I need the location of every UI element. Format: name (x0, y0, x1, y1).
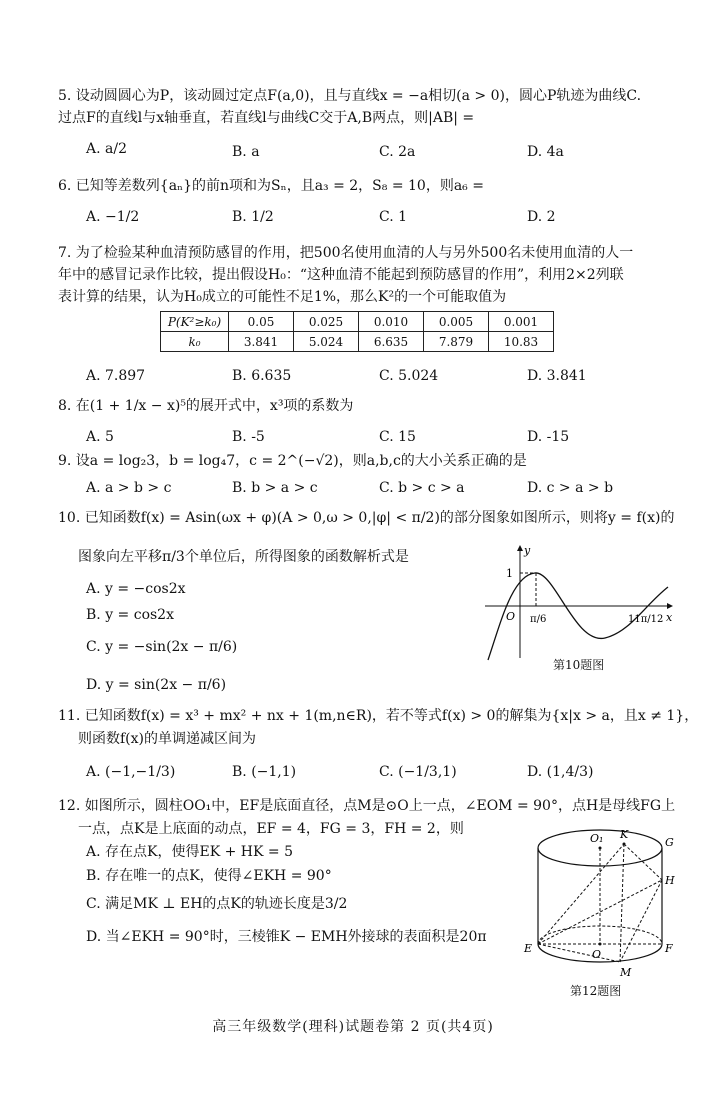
q8-option-b: B. -5 (232, 429, 265, 445)
segment-em (538, 944, 620, 962)
q7-option-a: A. 7.897 (86, 368, 146, 384)
q7-line3: 表计算的结果，认为H₀成立的可能性不足1%，那么K²的一个可能取值为 (58, 289, 507, 305)
max-value-label: 1 (506, 567, 513, 580)
label-o: O (592, 948, 602, 961)
q12-option-c: C. 满足MK ⊥ EH的点K的轨迹长度是3/2 (86, 896, 348, 912)
table-cell: P(K²≥k₀) (161, 312, 229, 332)
q8-option-d: D. -15 (527, 429, 570, 445)
q7-option-b: B. 6.635 (232, 368, 292, 384)
q10-function-graph (480, 540, 680, 660)
q5-option-d: D. 4a (527, 144, 564, 160)
table-row (161, 332, 554, 352)
segment-hm (620, 880, 662, 962)
table-cell: 10.83 (489, 332, 554, 352)
point-o (599, 943, 602, 946)
q5-line1: 5. 设动圆圆心为P，该动圆过定点F(a,0)，且与直线x = −a相切(a > 0)，圆心P轨迹为曲线C. (58, 88, 642, 104)
q6-option-a: A. −1/2 (86, 209, 140, 225)
q6-option-b: B. 1/2 (232, 209, 274, 225)
table-cell: 0.05 (229, 312, 294, 332)
q7-line1: 7. 为了检验某种血清预防感冒的作用，把500名使用血清的人与另外500名未使用血清的人一 (58, 245, 634, 261)
table-cell: 5.024 (294, 332, 359, 352)
q5-option-b: B. a (232, 144, 260, 160)
q7-option-c: C. 5.024 (379, 368, 439, 384)
q10-caption: 第10题图 (553, 658, 605, 672)
label-o1: O₁ (590, 832, 604, 845)
label-k: K (620, 828, 629, 841)
q11-line2: 则函数f(x)的单调递减区间为 (78, 731, 257, 747)
q12-line1: 12. 如图所示，圆柱OO₁中，EF是底面直径，点M是⊙O上一点，∠EOM = 90°，点H是母线FG上 (58, 798, 676, 814)
table-row (161, 312, 554, 332)
q11-option-b: B. (−1,1) (232, 764, 297, 780)
tick-pi-6: π/6 (530, 614, 547, 625)
y-axis-label: y (524, 544, 531, 557)
q5-option-a: A. a/2 (86, 141, 127, 157)
q10-option-b: B. y = cos2x (86, 607, 174, 623)
table-cell: 0.025 (294, 312, 359, 332)
label-g: G (665, 836, 674, 849)
point-k (623, 843, 626, 846)
page-footer: 高三年级数学(理科)试题卷第 2 页(共4页) (212, 1019, 494, 1035)
q10-option-a: A. y = −cos2x (86, 581, 186, 597)
origin-label: O (506, 610, 516, 623)
table-cell: 3.841 (229, 332, 294, 352)
q9-option-c: C. b > c > a (379, 480, 465, 496)
label-e: E (524, 942, 533, 955)
tick-11pi-12: 11π/12 (628, 614, 664, 625)
q12-option-b: B. 存在唯一的点K，使得∠EKH = 90° (86, 868, 332, 884)
critical-value-table (160, 311, 554, 352)
q9-line1: 9. 设a = log₂3，b = log₄7，c = 2^(−√2)，则a,b,c的大小关系正确的是 (58, 453, 527, 469)
q5-option-c: C. 2a (379, 144, 416, 160)
q12-caption: 第12题图 (570, 984, 622, 998)
q10-line2: 图象向左平移π/3个单位后，所得图象的函数解析式是 (78, 549, 409, 565)
q12-option-d: D. 当∠EKH = 90°时，三棱锥K − EMH外接球的表面积是20π (86, 929, 487, 945)
x-axis-label: x (666, 611, 673, 624)
q9-option-d: D. c > a > b (527, 480, 614, 496)
q11-option-c: C. (−1/3,1) (379, 764, 457, 780)
q7-option-d: D. 3.841 (527, 368, 587, 384)
q11-option-d: D. (1,4/3) (527, 764, 594, 780)
table-cell: 6.635 (359, 332, 424, 352)
table-cell: 7.879 (424, 332, 489, 352)
q8-line1: 8. 在(1 + 1/x − x)⁵的展开式中，x³项的系数为 (58, 398, 354, 414)
q9-option-a: A. a > b > c (86, 480, 172, 496)
q6-line1: 6. 已知等差数列{aₙ}的前n项和为Sₙ，且a₃ = 2，S₈ = 10，则a₆ = (58, 178, 484, 194)
q11-line1: 11. 已知函数f(x) = x³ + mx² + nx + 1(m,n∈R)，若不等式f(x) > 0的解集为{x|x > a，且x ≠ 1}， (58, 708, 699, 724)
q11-option-a: A. (−1,−1/3) (86, 764, 176, 780)
table-cell: k₀ (161, 332, 229, 352)
label-f: F (665, 942, 673, 955)
label-h: H (665, 874, 675, 887)
q5-line2: 过点F的直线l与x轴垂直，若直线l与曲线C交于A,B两点，则|AB| = (58, 110, 475, 126)
q10-option-d: D. y = sin(2x − π/6) (86, 677, 227, 693)
label-m: M (620, 966, 632, 979)
q7-line2: 年中的感冒记录作比较，提出假设H₀：“这种血清不能起到预防感冒的作用”，利用2×2列联 (58, 267, 624, 283)
point-o1 (599, 847, 602, 850)
q10-line1: 10. 已知函数f(x) = Asin(ωx + φ)(A > 0,ω > 0,|φ| < π/2)的部分图象如图所示，则将y = f(x)的 (58, 510, 675, 526)
q10-option-c: C. y = −sin(2x − π/6) (86, 639, 238, 655)
q8-option-c: C. 15 (379, 429, 416, 445)
q6-option-d: D. 2 (527, 209, 556, 225)
table-cell: 0.001 (489, 312, 554, 332)
q12-option-a: A. 存在点K，使得EK + HK = 5 (86, 844, 293, 860)
q6-option-c: C. 1 (379, 209, 408, 225)
table-cell: 0.010 (359, 312, 424, 332)
q12-line2: 一点，点K是上底面的动点，EF = 4，FG = 3，FH = 2，则 (78, 821, 464, 837)
segment-kh (624, 844, 662, 880)
q9-option-b: B. b > a > c (232, 480, 318, 496)
table-cell: 0.005 (424, 312, 489, 332)
q8-option-a: A. 5 (86, 429, 114, 445)
q12-cylinder-figure (520, 822, 680, 982)
